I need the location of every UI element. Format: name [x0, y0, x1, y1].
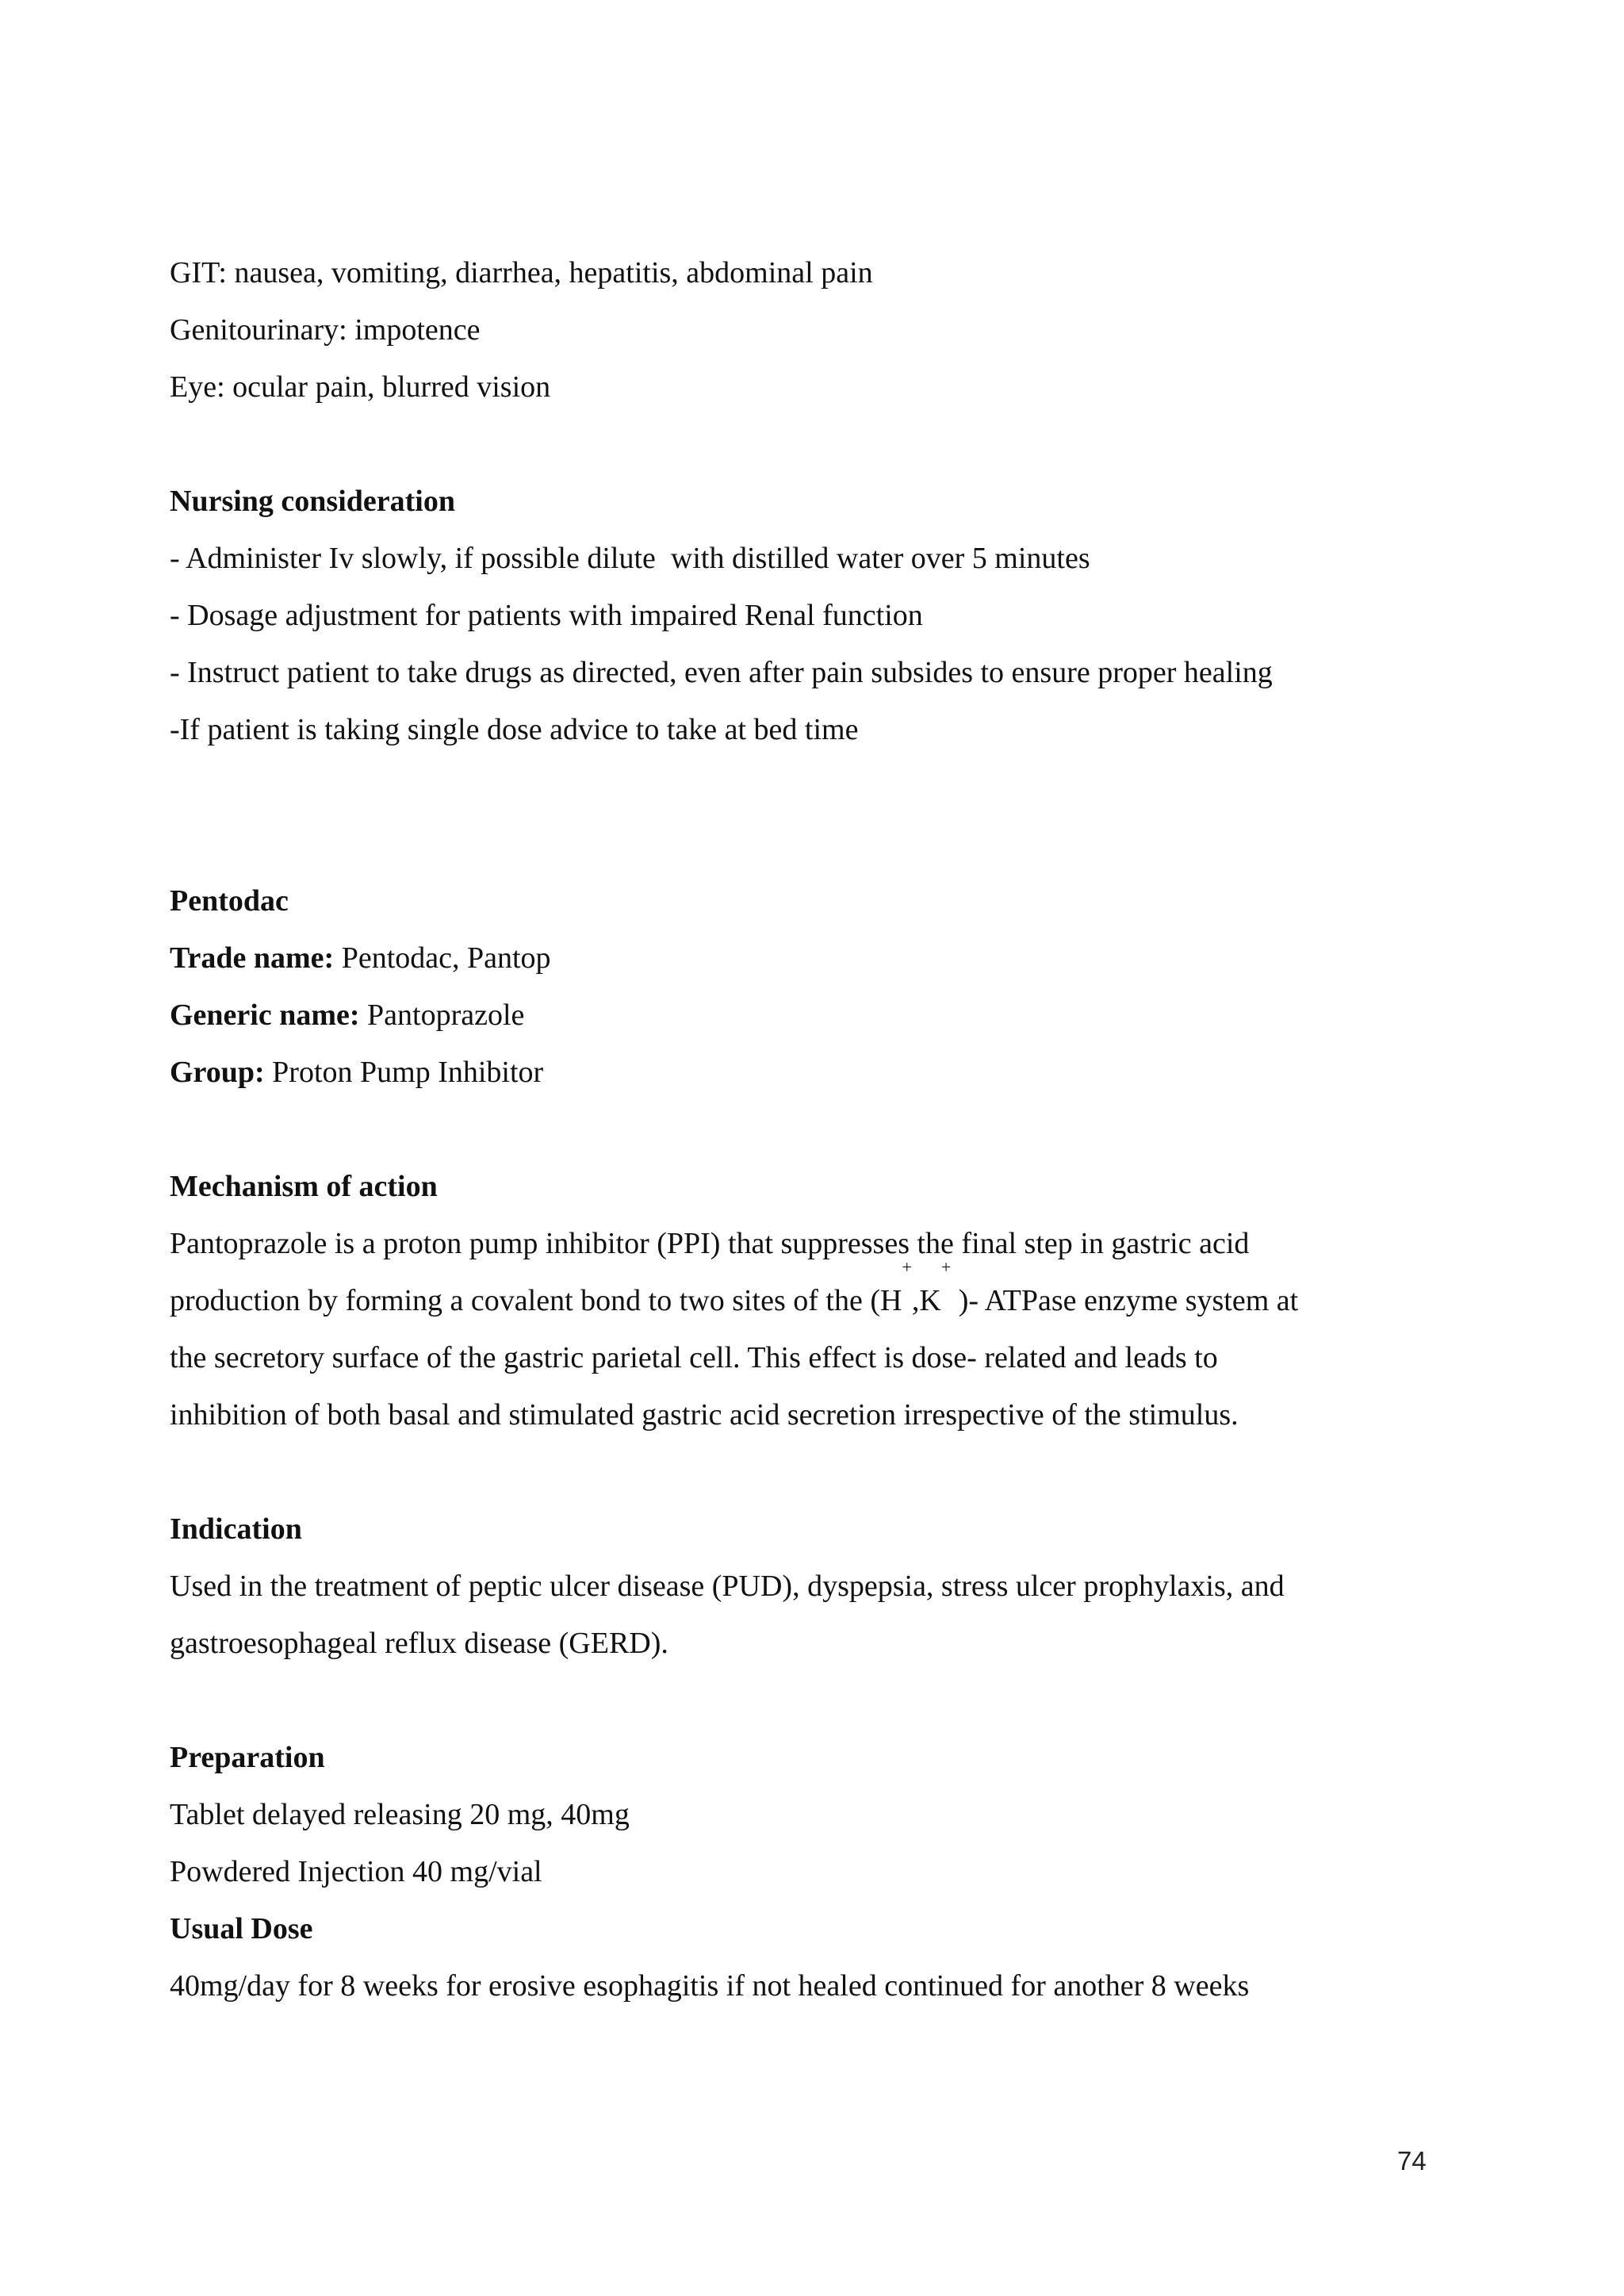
group-label: Group:	[170, 1056, 265, 1089]
preparation-item: Powdered Injection 40 mg/vial	[170, 1855, 542, 1888]
mechanism-text: ,K	[911, 1284, 941, 1317]
trade-name-value: Pentodac, Pantop	[334, 941, 551, 975]
mechanism-line: the secretory surface of the gastric parietal cell. This effect is dose- related and leads to	[170, 1341, 1218, 1374]
generic-name-label: Generic name:	[170, 999, 360, 1032]
spacer	[170, 758, 1454, 872]
trade-name-row	[170, 930, 1454, 987]
generic-name-value: Pantoprazole	[359, 999, 525, 1032]
spacer	[170, 1672, 1454, 1729]
nursing-item: -If patient is taking single dose advice to take at bed time	[170, 713, 859, 746]
page-body	[170, 244, 1454, 2014]
page-number: 74	[1397, 2146, 1427, 2175]
superscript-plus: +	[902, 1257, 912, 1277]
preparation-item: Tablet delayed releasing 20 mg, 40mg	[170, 1798, 630, 1831]
indication-heading: Indication	[170, 1512, 302, 1546]
mechanism-text: production by forming a covalent bond to two sites of the (H	[170, 1284, 902, 1317]
mechanism-line: inhibition of both basal and stimulated gastric acid secretion irrespective of the stimulus.	[170, 1398, 1239, 1432]
group-row	[170, 1044, 1454, 1101]
adverse-effect-eye: Eye: ocular pain, blurred vision	[170, 370, 551, 404]
nursing-item: - Dosage adjustment for patients with impaired Renal function	[170, 599, 923, 632]
indication-line: Used in the treatment of peptic ulcer disease (PUD), dyspepsia, stress ulcer prophylaxis, and	[170, 1570, 1285, 1603]
adverse-effect-genitourinary: Genitourinary: impotence	[170, 313, 481, 347]
trade-name-label: Trade name:	[170, 941, 335, 975]
preparation-heading: Preparation	[170, 1741, 325, 1774]
drug-title: Pentodac	[170, 884, 289, 918]
nursing-item: - Instruct patient to take drugs as directed, even after pain subsides to ensure proper healing	[170, 656, 1273, 689]
spacer	[170, 1101, 1454, 1158]
nursing-heading: Nursing consideration	[170, 485, 455, 518]
mechanism-text: )- ATPase enzyme system at	[951, 1284, 1299, 1317]
adverse-effect-git: GIT: nausea, vomiting, diarrhea, hepatitis, abdominal pain	[170, 256, 873, 289]
superscript-plus: +	[940, 1257, 952, 1277]
spacer	[170, 416, 1454, 473]
spacer	[170, 1443, 1454, 1501]
group-value: Proton Pump Inhibitor	[264, 1056, 544, 1089]
mechanism-heading: Mechanism of action	[170, 1170, 438, 1203]
usual-dose-heading: Usual Dose	[170, 1912, 313, 1945]
indication-line: gastroesophageal reflux disease (GERD).	[170, 1627, 668, 1660]
mechanism-line	[170, 1257, 1454, 1329]
usual-dose-line: 40mg/day for 8 weeks for erosive esophagitis if not healed continued for another 8 weeks	[170, 1969, 1250, 2003]
nursing-item: - Administer Iv slowly, if possible dilute with distilled water over 5 minutes	[170, 542, 1090, 575]
mechanism-line: Pantoprazole is a proton pump inhibitor (PPI) that suppresses the final step in gastric acid	[170, 1227, 1250, 1260]
generic-name-row	[170, 987, 1454, 1044]
